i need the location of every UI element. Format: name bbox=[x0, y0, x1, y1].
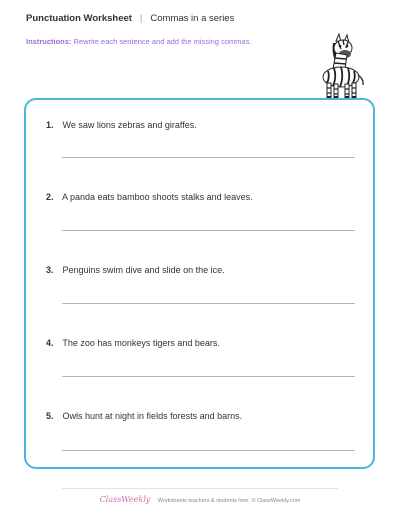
answer-line[interactable] bbox=[62, 376, 355, 377]
question-item bbox=[46, 120, 197, 130]
footer bbox=[0, 495, 400, 504]
question-number: 5. bbox=[46, 411, 54, 421]
question-item bbox=[46, 265, 225, 275]
worksheet-subtitle: Commas in a series bbox=[150, 13, 235, 24]
instructions-label: Instructions: bbox=[26, 37, 72, 46]
header-separator: | bbox=[139, 13, 143, 24]
answer-line[interactable] bbox=[62, 230, 355, 231]
question-item bbox=[46, 338, 220, 348]
footer-divider bbox=[62, 488, 338, 489]
question-number: 1. bbox=[46, 120, 54, 130]
question-text: We saw lions zebras and giraffes. bbox=[62, 120, 197, 130]
question-text: Penguins swim dive and slide on the ice. bbox=[62, 265, 225, 275]
answer-line[interactable] bbox=[62, 157, 355, 158]
question-item bbox=[46, 192, 253, 202]
question-number: 4. bbox=[46, 338, 54, 348]
footer-copyright: © ClassWeekly.com bbox=[251, 498, 301, 504]
questions-panel bbox=[24, 98, 375, 469]
worksheet-header bbox=[26, 13, 234, 24]
question-number: 3. bbox=[46, 265, 54, 275]
question-text: A panda eats bamboo shoots stalks and leaves. bbox=[62, 192, 253, 202]
instructions-text: Rewrite each sentence and add the missing commas. bbox=[73, 37, 252, 46]
question-text: The zoo has monkeys tigers and bears. bbox=[62, 338, 220, 348]
zebra-icon bbox=[314, 33, 368, 103]
question-text: Owls hunt at night in fields forests and barns. bbox=[62, 411, 243, 421]
question-number: 2. bbox=[46, 192, 54, 202]
answer-line[interactable] bbox=[62, 303, 355, 304]
instructions bbox=[26, 37, 252, 46]
question-item bbox=[46, 411, 242, 421]
answer-line[interactable] bbox=[62, 450, 355, 451]
worksheet-title: Punctuation Worksheet bbox=[26, 13, 132, 24]
footer-tagline: Worksheets teachers & students love. bbox=[157, 498, 251, 504]
brand-logo: ClassWeekly bbox=[99, 495, 151, 504]
